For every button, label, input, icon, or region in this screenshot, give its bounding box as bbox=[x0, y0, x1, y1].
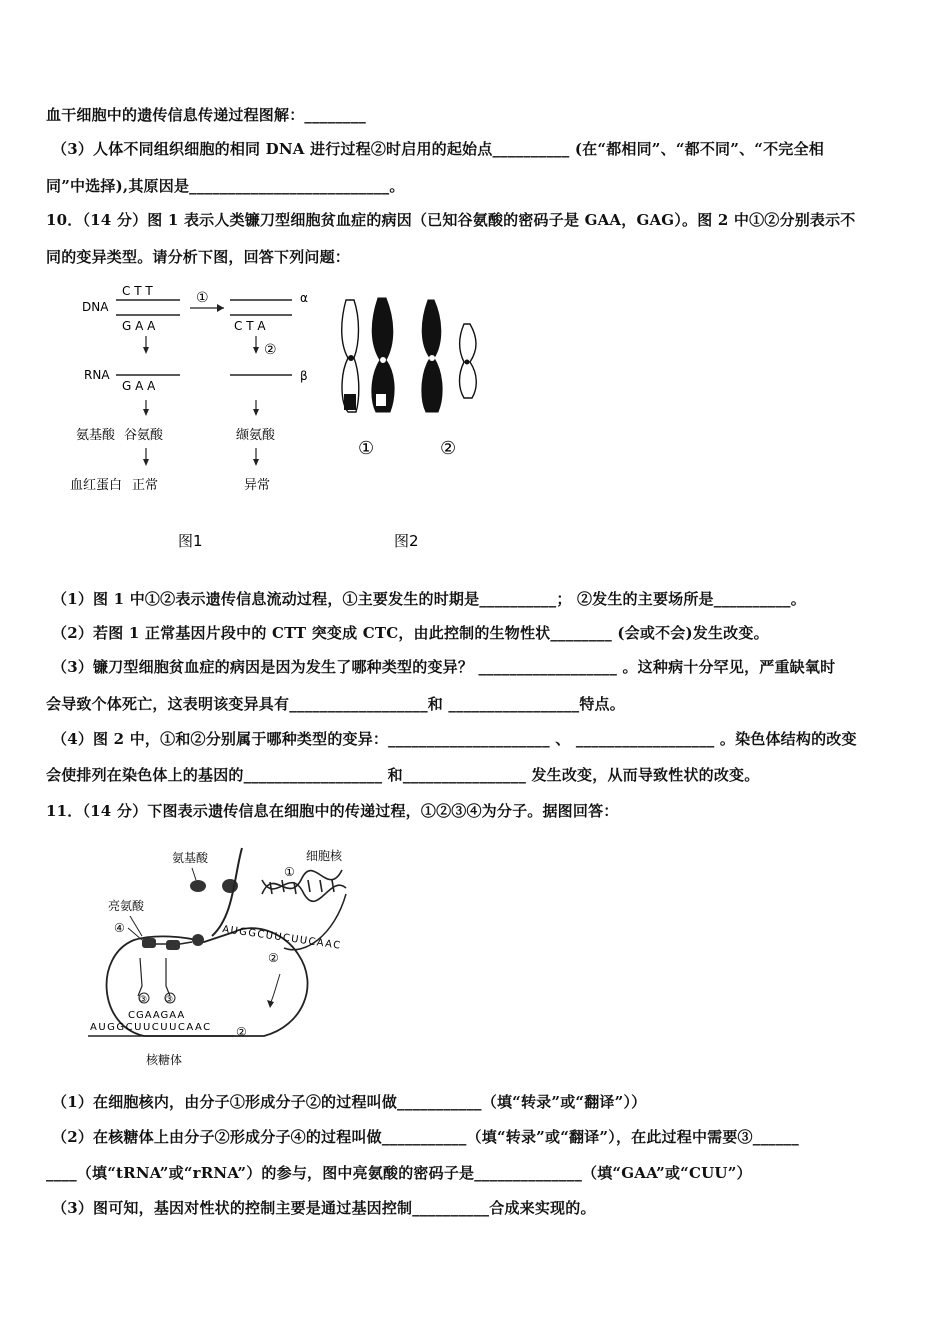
figure-1-sickle-cell-diagram bbox=[70, 282, 326, 552]
fig3-codon-seq: AUGGCUUCUUCAAC bbox=[90, 1022, 212, 1033]
fig1-hb-label: 血红蛋白 bbox=[70, 478, 123, 493]
q10-part-3: （3）镰刀型细胞贫血症的病因是因为发生了哪种类型的变异？ __________________ 。这种病十分罕见，严重缺氧时 bbox=[52, 658, 836, 676]
fig3-mrna-seq: AUGGCUUCUUCAAC bbox=[221, 924, 343, 952]
q10-part-4-cont: 会使排列在染色体上的基因的__________________ 和________________ 发生改变，从而导致性状的改变。 bbox=[46, 766, 760, 784]
fig1-mutant-seq: C T A bbox=[234, 319, 266, 333]
question-10-header: 10．（14 分）图 1 表示人类镰刀型细胞贫血症的病因（已知谷氨酸的密码子是 GAA，GAG）。图 2 中①②分别表示不 bbox=[46, 211, 856, 229]
fig1-hb-normal: 正常 bbox=[132, 478, 159, 493]
fig3-nucleus-label: 细胞核 bbox=[306, 849, 343, 863]
chromosome-pair-2 bbox=[422, 300, 476, 412]
dna-double-helix bbox=[262, 870, 346, 901]
text-line-2: （3）人体不同组织细胞的相同 DNA 进行过程②时启用的起始点__________ (在“都相同”、“都不同”、“不完全相 bbox=[52, 140, 824, 158]
text-line-3: 同”中选择),其原因是__________________________。 bbox=[46, 177, 405, 195]
fig1-hb-abnormal: 异常 bbox=[244, 478, 271, 493]
q10-part-4: （4）图 2 中，①和②分别属于哪种类型的变异：_____________________ 、 __________________ 。染色体结构的改变 bbox=[52, 730, 857, 748]
q11-part-3: （3）图可知，基因对性状的控制主要是通过基因控制__________合成来实现的。 bbox=[52, 1199, 596, 1217]
fig3-trna-label-a: ③ bbox=[139, 995, 148, 1005]
fig1-rna-label: RNA bbox=[84, 368, 110, 382]
fig1-beta-label: β bbox=[300, 369, 308, 383]
fig3-leu-label: 亮氨酸 bbox=[108, 899, 145, 913]
fig1-dna-top-seq: C T T bbox=[122, 284, 153, 298]
fig2-caption: 图2 bbox=[394, 532, 419, 550]
fig3-ribosome-label: 核糖体 bbox=[146, 1053, 183, 1067]
q10-part-3-cont: 会导致个体死亡，这表明该变异具有__________________和 _________________特点。 bbox=[46, 695, 625, 713]
question-11-header: 11．（14 分）下图表示遗传信息在细胞中的传递过程，①②③④为分子。据图回答： bbox=[46, 802, 619, 820]
fig2-label-1: ① bbox=[358, 438, 375, 459]
q10-part-2: （2）若图 1 正常基因片段中的 CTT 突变成 CTC，由此控制的生物性状________ (会或不会)发生改变。 bbox=[52, 624, 769, 642]
fig1-caption: 图1 bbox=[178, 532, 203, 550]
figure-2-chromosome-variation bbox=[330, 282, 490, 552]
fig1-dna-label: DNA bbox=[82, 300, 109, 314]
figure-3-gene-expression-diagram bbox=[84, 836, 384, 1076]
fig1-alpha-label: α bbox=[300, 291, 308, 305]
q11-part-2-cont: ____（填“tRNA”或“rRNA”）的参与，图中亮氨酸的密码子是______________（填“GAA”或“CUU”） bbox=[46, 1164, 752, 1182]
fig1-amino-abnormal: 缬氨酸 bbox=[236, 428, 276, 443]
q11-part-2: （2）在核糖体上由分子②形成分子④的过程叫做___________（填“转录”或“翻译”），在此过程中需要③______ bbox=[52, 1128, 799, 1146]
fig1-rna-seq: G A A bbox=[122, 379, 156, 393]
q11-part-1: （1）在细胞核内，由分子①形成分子②的过程叫做___________（填“转录”或“翻译”）） bbox=[52, 1093, 647, 1111]
fig3-anticodon-seq: CGAAGAA bbox=[128, 1010, 186, 1021]
fig1-amino-label: 氨基酸 bbox=[76, 428, 116, 443]
fig1-step1-label: ① bbox=[196, 290, 209, 306]
fig2-label-2: ② bbox=[440, 438, 457, 459]
fig1-amino-normal: 谷氨酸 bbox=[124, 428, 164, 443]
fig3-step1-label: ① bbox=[284, 865, 295, 879]
text-line-1: 血干细胞中的遗传信息传递过程图解：________ bbox=[46, 106, 367, 124]
q10-part-1: （1）图 1 中①②表示遗传信息流动过程，①主要发生的时期是__________； ②发生的主要场所是__________。 bbox=[52, 590, 806, 608]
fig3-amino-label: 氨基酸 bbox=[172, 851, 209, 865]
fig3-step2-label-bottom: ② bbox=[236, 1025, 247, 1039]
fig1-dna-bottom-seq: G A A bbox=[122, 319, 156, 333]
fig3-molecule4-label: ④ bbox=[114, 921, 125, 935]
text-line-5: 同的变异类型。请分析下图，回答下列问题： bbox=[46, 248, 351, 266]
chromosome-pair-1 bbox=[342, 298, 394, 412]
fig1-step2-label: ② bbox=[264, 342, 277, 358]
fig3-trna-label-b: ③ bbox=[165, 995, 174, 1005]
fig3-step2-label-top: ② bbox=[268, 951, 279, 965]
